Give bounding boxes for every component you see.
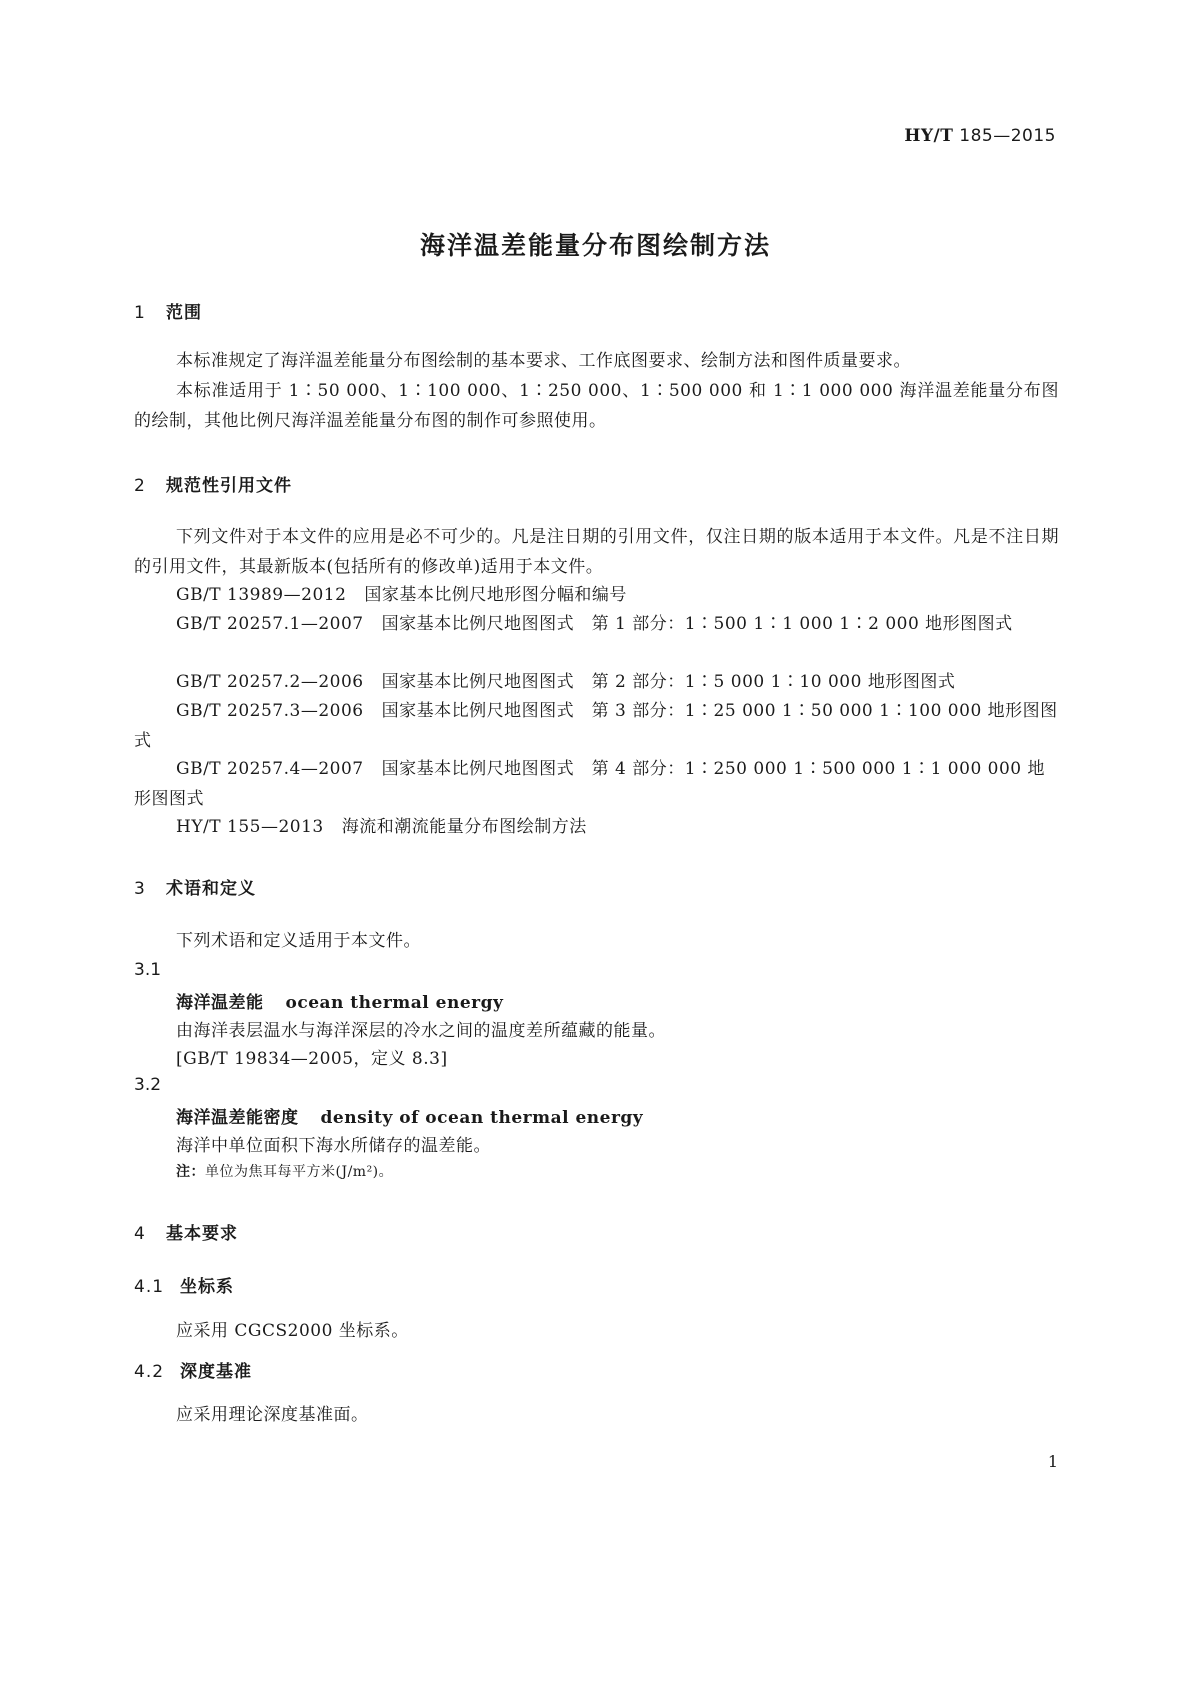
- page-number: 1: [1047, 1452, 1058, 1471]
- subsection-title: 坐标系: [180, 1277, 234, 1297]
- section-3-intro: 下列术语和定义适用于本文件。: [176, 931, 421, 951]
- term-definition: 由海洋表层温水与海洋深层的冷水之间的温度差所蕴藏的能量。: [176, 1021, 666, 1041]
- section-1-heading: [134, 298, 202, 323]
- section-title: 范围: [166, 303, 202, 323]
- note-label: 注：: [176, 1164, 205, 1180]
- section-1-paragraph-1: 本标准规定了海洋温差能量分布图绘制的基本要求、工作底图要求、绘制方法和图件质量要求。: [176, 351, 911, 371]
- section-2-intro: 下列文件对于本文件的应用是必不可少的。凡是注日期的引用文件，仅注日期的版本适用于本文件。凡是不注日期的引用文件，其最新版本(包括所有的修改单)适用于本文件。: [134, 527, 1059, 577]
- section-2-heading: [134, 471, 292, 496]
- section-3-heading: [134, 874, 256, 899]
- subsection-title: 深度基准: [180, 1362, 252, 1382]
- reference-title: 国家基本比例尺地图图式 第 3 部分：1∶25 000 1∶50 000 1∶100 000 地形图图式: [134, 701, 1058, 751]
- subsection-4-2-heading: [134, 1357, 252, 1382]
- reference-code: GB/T 20257.1—2007: [176, 614, 364, 634]
- section-number: 1: [134, 303, 146, 323]
- reference-item: [134, 754, 1059, 814]
- reference-code: GB/T 20257.4—2007: [176, 759, 364, 779]
- standard-code-prefix: HY/T: [904, 126, 954, 146]
- reference-title: 国家基本比例尺地图图式 第 4 部分：1∶250 000 1∶500 000 1∶1 000 000 地形图图式: [134, 759, 1046, 809]
- subsection-number: 4.2: [134, 1362, 165, 1382]
- reference-code: GB/T 13989—2012: [176, 585, 347, 605]
- section-number: 3: [134, 879, 146, 899]
- document-title: 海洋温差能量分布图绘制方法: [419, 231, 771, 260]
- reference-item: [134, 580, 1059, 610]
- subsection-4-1-heading: [134, 1272, 234, 1297]
- section-title: 术语和定义: [166, 879, 256, 899]
- term-source: [GB/T 19834—2005，定义 8.3]: [176, 1049, 448, 1069]
- reference-code: GB/T 20257.3—2006: [176, 701, 364, 721]
- term-name: [176, 1103, 643, 1128]
- term-name-cn: 海洋温差能: [176, 993, 264, 1013]
- section-number: 4: [134, 1224, 146, 1244]
- subsection-4-2-text: 应采用理论深度基准面。: [176, 1405, 369, 1425]
- term-note: [176, 1161, 393, 1181]
- term-name: [176, 988, 503, 1013]
- reference-item: [134, 696, 1059, 756]
- standard-code-number: 185—2015: [959, 126, 1056, 146]
- section-1-paragraph-2: 本标准适用于 1∶50 000、1∶100 000、1∶250 000、1∶500 000 和 1∶1 000 000 海洋温差能量分布图的绘制，其他比例尺海洋温差能量分布图的制作可参照使用。: [134, 381, 1059, 431]
- section-4-heading: [134, 1219, 238, 1244]
- section-number: 2: [134, 476, 146, 496]
- reference-title: 国家基本比例尺地图图式 第 1 部分：1∶500 1∶1 000 1∶2 000 地形图图式: [381, 614, 1013, 634]
- section-title: 规范性引用文件: [166, 476, 292, 496]
- reference-item: [134, 609, 1059, 639]
- term-definition: 海洋中单位面积下海水所储存的温差能。: [176, 1136, 491, 1156]
- term-number: 3.1: [134, 960, 162, 980]
- reference-title: 海流和潮流能量分布图绘制方法: [341, 817, 587, 837]
- note-text: 单位为焦耳每平方米(J/m²)。: [205, 1164, 394, 1180]
- subsection-4-1-text: 应采用 CGCS2000 坐标系。: [176, 1321, 409, 1341]
- reference-item: [134, 667, 1059, 697]
- reference-code: HY/T 155—2013: [176, 817, 324, 837]
- reference-item: [134, 812, 1059, 842]
- term-name-en: density of ocean thermal energy: [320, 1108, 644, 1128]
- section-title: 基本要求: [166, 1224, 238, 1244]
- reference-title: 国家基本比例尺地形图分幅和编号: [364, 585, 627, 605]
- term-name-en: ocean thermal energy: [285, 993, 504, 1013]
- subsection-number: 4.1: [134, 1277, 165, 1297]
- reference-code: GB/T 20257.2—2006: [176, 672, 364, 692]
- reference-title: 国家基本比例尺地图图式 第 2 部分：1∶5 000 1∶10 000 地形图图式: [381, 672, 956, 692]
- standard-code: [904, 126, 1056, 146]
- term-name-cn: 海洋温差能密度: [176, 1108, 299, 1128]
- term-number: 3.2: [134, 1075, 162, 1095]
